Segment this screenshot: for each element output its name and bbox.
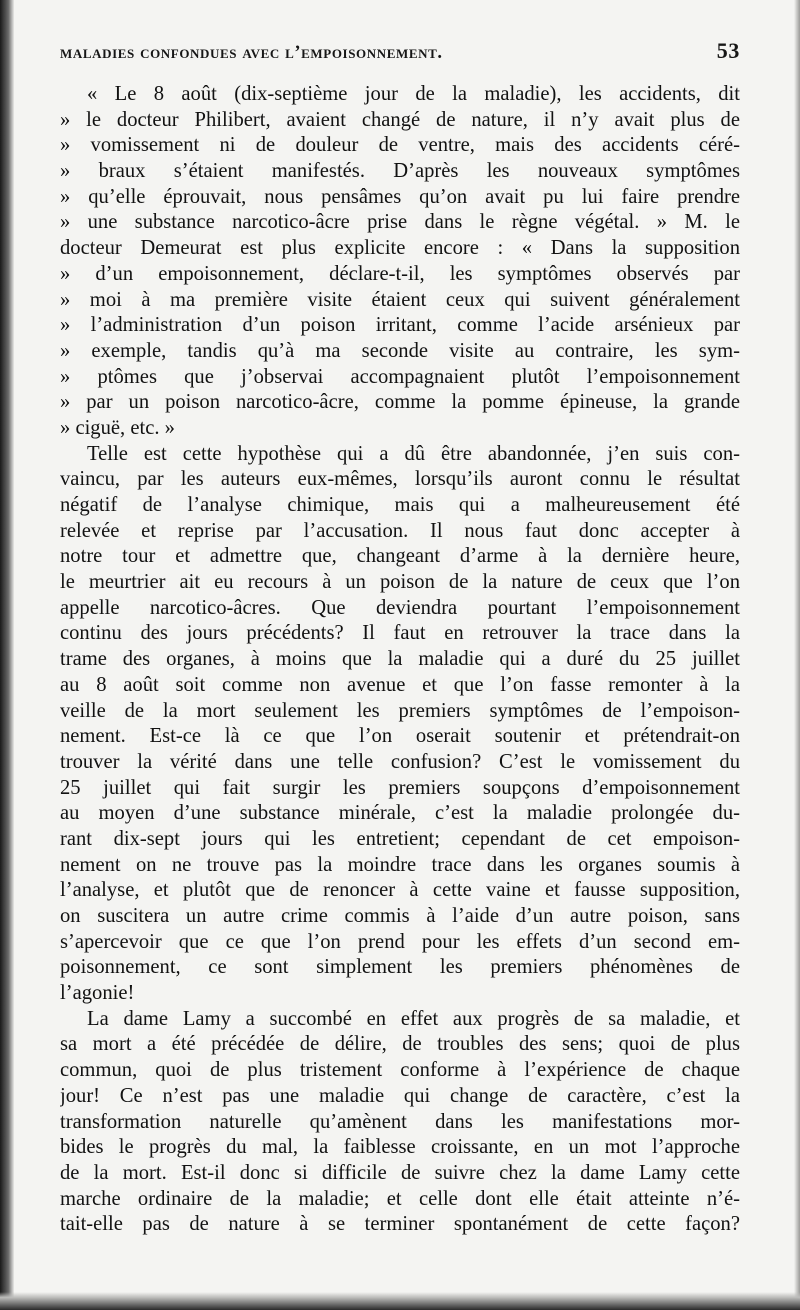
text-line: relevée et reprise par l’accusation. Il nous faut donc accepter à bbox=[60, 519, 740, 542]
text-line: marche ordinaire de la maladie; et celle dont elle était atteinte n’é- bbox=[60, 1187, 740, 1210]
text-line: on suscitera un autre crime commis à l’aide d’un autre poison, sans bbox=[60, 905, 740, 927]
text-line: commun, quoi de plus tristement conforme à l’expérience de chaque bbox=[60, 1059, 740, 1082]
text-line: » ciguë, etc. » bbox=[60, 416, 175, 439]
text-line: nement. Est-ce là ce que l’on oserait soutenir et prétendrait-on bbox=[60, 725, 740, 748]
text-line: « Le 8 août (dix-septième jour de la maladie), les accidents, dit bbox=[87, 83, 740, 105]
text-line: continu des jours précédents? Il faut en retrouver la trace dans la bbox=[60, 622, 740, 645]
text-line: jour! Ce n’est pas une maladie qui change de caractère, c’est la bbox=[60, 1084, 740, 1107]
scan-shadow-right bbox=[794, 0, 800, 1310]
text-line: tait-elle pas de nature à se terminer spontanément de cette façon? bbox=[60, 1213, 740, 1236]
text-line: » exemple, tandis qu’à ma seconde visite au contraire, les sym- bbox=[60, 339, 740, 362]
text-line: sa mort a été précédée de délire, de troubles des sens; quoi de plus bbox=[60, 1033, 740, 1056]
scan-shadow-left bbox=[0, 0, 14, 1310]
body-text bbox=[60, 82, 740, 1238]
running-header bbox=[60, 38, 740, 64]
text-line: s’apercevoir que ce que l’on prend pour les effets d’un second em- bbox=[60, 930, 740, 953]
text-line: » l’administration d’un poison irritant, comme l’acide arsénieux par bbox=[60, 314, 740, 337]
text-line: l’analyse, et plutôt que de renoncer à cette vaine et fausse supposition, bbox=[60, 879, 740, 902]
text-line: le meurtrier ait eu recours à un poison de la nature de ceux que l’on bbox=[60, 571, 740, 594]
text-line: trouver la vérité dans une telle confusion? C’est le vomissement du bbox=[60, 750, 740, 773]
text-line: » par un poison narcotico-âcre, comme la pomme épineuse, la grande bbox=[60, 391, 740, 414]
page-number: 53 bbox=[716, 38, 740, 63]
scan-shadow-bottom bbox=[0, 1292, 800, 1310]
text-line: trame des organes, à moins que la maladie qui a duré du 25 juillet bbox=[60, 648, 740, 671]
text-line: appelle narcotico-âcres. Que deviendra pourtant l’empoisonnement bbox=[60, 596, 740, 619]
running-title: maladies confondues avec l’empoisonnement. bbox=[60, 43, 443, 63]
text-line: Telle est cette hypothèse qui a dû être abandonnée, j’en suis con- bbox=[87, 442, 740, 465]
text-line: poisonnement, ce sont simplement les premiers phénomènes de bbox=[60, 956, 740, 979]
text-line: transformation naturelle qu’amènent dans les manifestations mor- bbox=[60, 1110, 740, 1133]
text-line: » ptômes que j’observai accompagnaient plutôt l’empoisonnement bbox=[60, 365, 740, 388]
text-line: 25 juillet qui fait surgir les premiers soupçons d’empoisonnement bbox=[60, 776, 740, 799]
text-line: nement on ne trouve pas la moindre trace dans les organes soumis à bbox=[60, 853, 740, 876]
text-line: bides le progrès du mal, la faiblesse croissante, en un mot l’approche bbox=[60, 1136, 740, 1159]
text-line: notre tour et admettre que, changeant d’arme à la dernière heure, bbox=[60, 545, 740, 568]
text-line: docteur Demeurat est plus explicite encore : « Dans la supposition bbox=[60, 237, 740, 260]
text-line: » le docteur Philibert, avaient changé de nature, il n’y avait plus de bbox=[60, 108, 740, 131]
text-line: vaincu, par les auteurs eux-mêmes, lorsqu’ils auront connu le résultat bbox=[60, 468, 740, 491]
text-line: au 8 août soit comme non avenue et que l’on fasse remonter à la bbox=[60, 673, 740, 696]
text-line: » d’un empoisonnement, déclare-t-il, les symptômes observés par bbox=[60, 262, 740, 285]
text-line: veille de la mort seulement les premiers symptômes de l’empoison- bbox=[60, 699, 740, 722]
text-line: l’agonie! bbox=[60, 982, 135, 1005]
text-line: La dame Lamy a succombé en effet aux progrès de sa maladie, et bbox=[87, 1007, 740, 1030]
text-line: au moyen d’une substance minérale, c’est la maladie prolongée du- bbox=[60, 802, 740, 825]
text-line: » qu’elle éprouvait, nous pensâmes qu’on avait pu lui faire prendre bbox=[60, 185, 740, 208]
text-line: de la mort. Est-il donc si difficile de suivre chez la dame Lamy cette bbox=[60, 1161, 740, 1184]
text-line: » moi à ma première visite étaient ceux qui suivent généralement bbox=[60, 288, 740, 311]
text-line: négatif de l’analyse chimique, mais qui a malheureusement été bbox=[60, 494, 740, 516]
text-line: » une substance narcotico-âcre prise dans le règne végétal. » M. le bbox=[60, 211, 740, 234]
text-line: » braux s’étaient manifestés. D’après les nouveaux symptômes bbox=[60, 160, 740, 183]
text-line: rant dix-sept jours qui les entretient; cependant de cet empoison- bbox=[60, 827, 740, 850]
text-line: » vomissement ni de douleur de ventre, mais des accidents céré- bbox=[60, 134, 740, 157]
